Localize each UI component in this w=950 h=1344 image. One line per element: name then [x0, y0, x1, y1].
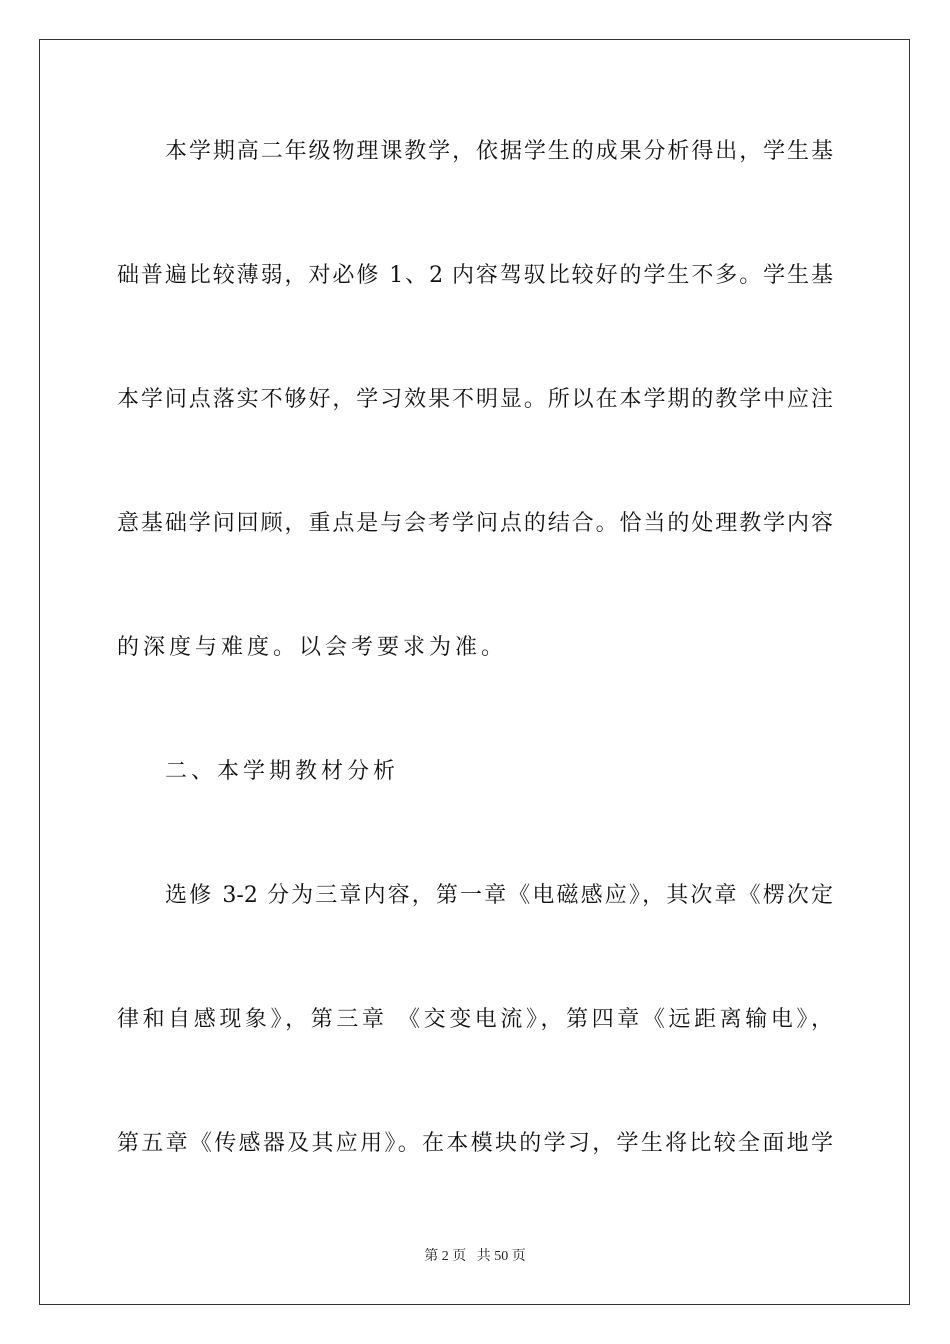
paragraph-line-1: 本学期高二年级物理课教学，依据学生的成果分析得出，学生基	[165, 139, 833, 164]
paragraph-line-8: 第五章《传感器及其应用》。在本模块的学习，学生将比较全面地学	[117, 1131, 833, 1156]
paragraph-line-2: 础普遍比较薄弱，对必修 1、2 内容驾驭比较好的学生不多。学生基	[117, 263, 833, 288]
paragraph-line-7: 律和自感现象》，第三章 《交变电流》，第四章《远距离输电》，	[117, 1007, 833, 1032]
page-number-footer: 第 2 页 共 50 页	[424, 1249, 526, 1264]
paragraph-line-5: 的深度与难度。以会考要求为准。	[117, 635, 508, 660]
paragraph-line-3: 本学问点落实不够好，学习效果不明显。所以在本学期的教学中应注	[117, 387, 833, 412]
paragraph-line-6: 选修 3-2 分为三章内容，第一章《电磁感应》，其次章《楞次定	[165, 883, 833, 908]
section-heading: 二、本学期教材分析	[165, 759, 400, 784]
page-border	[39, 39, 910, 1305]
paragraph-line-4: 意基础学问回顾，重点是与会考学问点的结合。恰当的处理教学内容	[117, 511, 833, 536]
